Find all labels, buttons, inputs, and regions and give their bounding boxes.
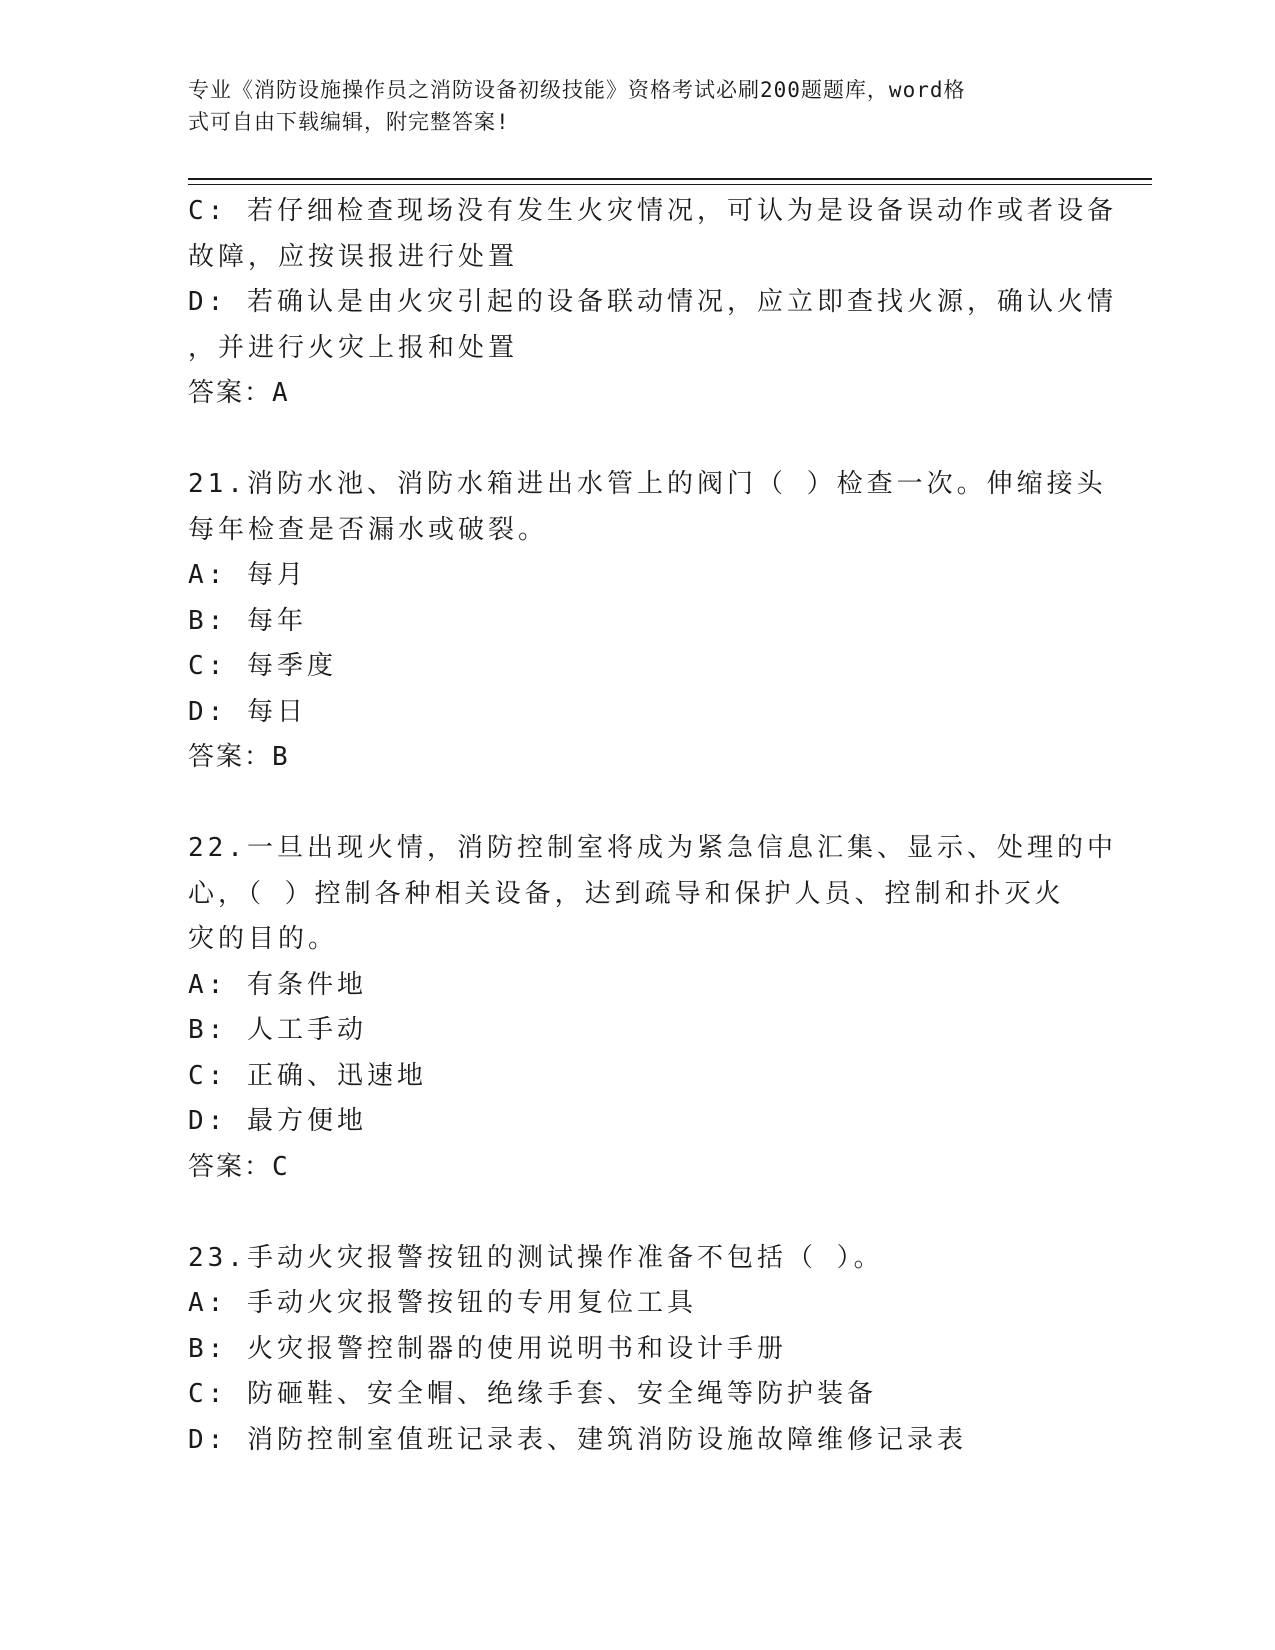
option-c-line-2: 故障，应按误报进行处置	[188, 241, 519, 272]
question-22-block	[188, 826, 1117, 1190]
option-b: B: 每年	[188, 605, 307, 636]
spacer	[188, 417, 1088, 463]
option-c: C: 防砸鞋、安全帽、绝缘手套、安全绳等防护装备	[188, 1379, 877, 1409]
question-text-line-2: 每年检查是否漏水或破裂。	[188, 514, 549, 545]
option-a: A: 有条件地	[188, 969, 367, 1000]
header-divider-thin	[188, 184, 1152, 185]
question-text-line-1: 22.一旦出现火情，消防控制室将成为紧急信息汇集、显示、处理的中	[188, 833, 1117, 863]
option-d: D: 每日	[188, 696, 307, 727]
question-text-line-1: 23.手动火灾报警按钮的测试操作准备不包括（ ）。	[188, 1242, 884, 1273]
header-line-1: 专业《消防设施操作员之消防设备初级技能》资格考试必刷200题题库，word格	[188, 78, 966, 102]
option-a: A: 手动火灾报警按钮的专用复位工具	[188, 1288, 697, 1318]
option-c: C: 正确、迅速地	[188, 1060, 427, 1091]
header-divider-thick	[188, 178, 1152, 180]
question-text-line-3: 灾的目的。	[188, 924, 339, 954]
document-header	[188, 74, 1068, 138]
option-c-line-1: C: 若仔细检查现场没有发生火灾情况，可认为是设备误动作或者设备	[188, 196, 1117, 226]
option-a: A: 每月	[188, 560, 307, 590]
question-text-line-1: 21.消防水池、消防水箱进出水管上的阀门（ ）检查一次。伸缩接头	[188, 469, 1107, 499]
option-c: C: 每季度	[188, 651, 337, 681]
question-21-block	[188, 462, 1107, 781]
option-d: D: 最方便地	[188, 1106, 367, 1136]
spacer	[188, 1190, 1088, 1236]
question-text-line-2: 心，（ ）控制各种相关设备，达到疏导和保护人员、控制和扑灭火	[188, 878, 1065, 909]
option-d-line-2: ，并进行火灾上报和处置	[188, 332, 519, 363]
option-b: B: 火灾报警控制器的使用说明书和设计手册	[188, 1333, 787, 1364]
answer-line: 答案：A	[188, 378, 290, 408]
header-line-2: 式可自由下载编辑，附完整答案!	[188, 110, 510, 134]
question-23-block	[188, 1236, 1088, 1464]
option-b: B: 人工手动	[188, 1015, 367, 1045]
question-content	[188, 189, 1117, 1463]
option-d-line-1: D: 若确认是由火灾引起的设备联动情况，应立即查找火源，确认火情	[188, 287, 1117, 317]
spacer	[188, 781, 1088, 827]
answer-line: 答案：C	[188, 1151, 290, 1182]
answer-line: 答案：B	[188, 742, 290, 772]
option-d: D: 消防控制室值班记录表、建筑消防设施故障维修记录表	[188, 1424, 967, 1455]
previous-question-block	[188, 189, 1117, 417]
